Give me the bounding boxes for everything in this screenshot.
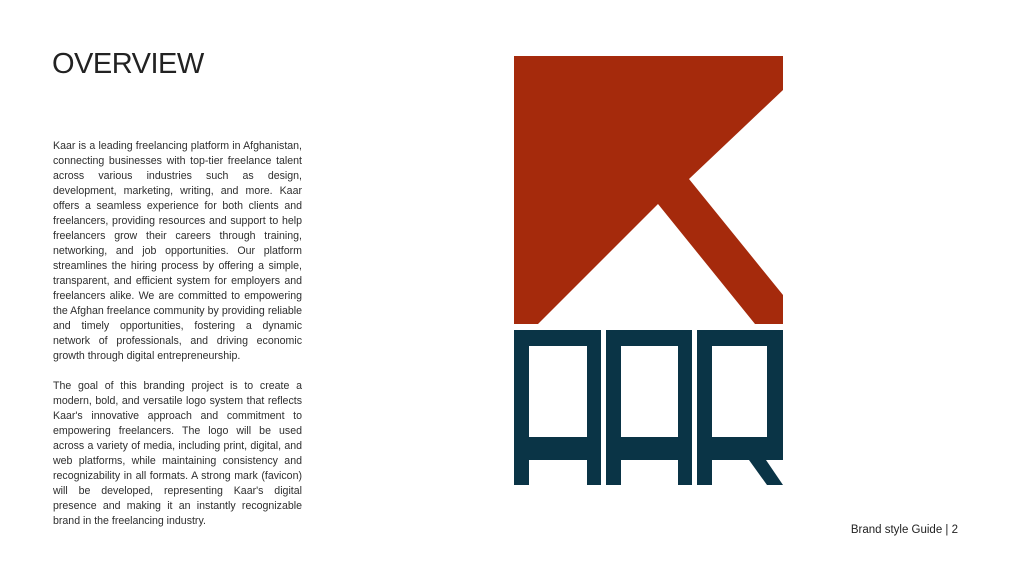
logo-k-mark <box>514 56 783 324</box>
footer-page-label: Brand style Guide | 2 <box>850 524 958 536</box>
logo-letter-r <box>697 330 783 485</box>
logo-letter-a-1 <box>514 330 601 485</box>
logo-letter-a-2 <box>606 330 692 485</box>
overview-paragraph-2: The goal of this branding project is to create a modern, bold, and versatile logo system that reflects Kaar's innovative approach and commitment to empowering freelancers. The logo will be used across a variety of media, including print, digital, and web platforms, while maintaining consistency and recognizability in all formats. A strong mark (favicon) will be developed, representing Kaar's digital presence and making it an instantly recognizable brand in the freelancing industry. <box>53 380 302 527</box>
overview-paragraph-1: Kaar is a leading freelancing platform in Afghanistan, connecting businesses with top-tier freelance talent across various industries such as design, development, marketing, writing, and more. Kaar offers a seamless experience for both clients and freelancers, providing resources and support to help freelancers grow their careers through training, networking, and job opportunities. Our platform streamlines the hiring process by offering a simple, transparent, and efficient system for employers and freelancers alike. We are committed to empowering the Afghan freelance community by providing reliable and timely opportunities, fostering a dynamic network of professionals, and driving economic growth through digital entrepreneurship. <box>53 140 302 362</box>
page-title: OVERVIEW <box>52 48 204 80</box>
overview-body <box>53 139 302 544</box>
kaar-logo <box>514 56 783 485</box>
